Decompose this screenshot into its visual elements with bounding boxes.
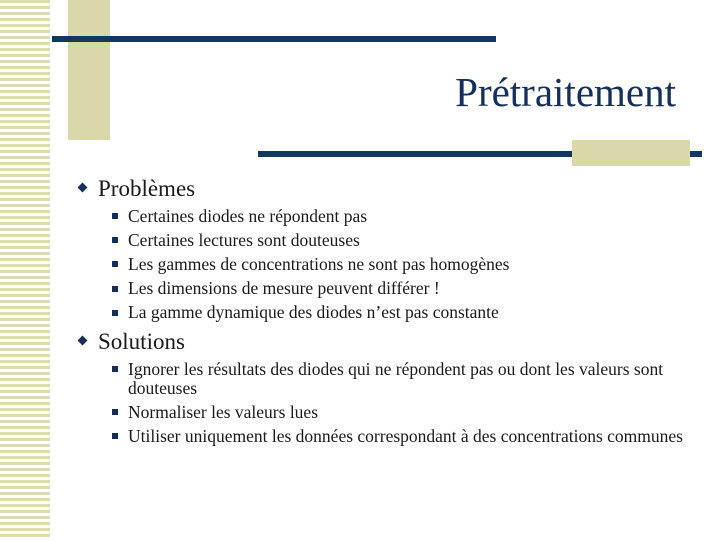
square-bullet-icon [112,366,118,372]
list-item-text: Certaines lectures sont douteuses [128,229,360,250]
square-bullet-icon [112,237,118,243]
list-item [128,357,696,400]
list-item [128,228,696,252]
section-list [76,174,696,449]
section-problemes [76,174,696,325]
square-bullet-icon [112,409,118,415]
top-decor-block [68,0,110,140]
bottom-decor-block [572,140,690,166]
slide-body [76,174,696,451]
square-bullet-icon [112,261,118,267]
list-item [128,424,696,448]
striped-margin-decoration [0,0,50,540]
section-heading: Solutions [98,328,185,354]
list-item-text: La gamme dynamique des diodes n’est pas constante [128,302,499,323]
square-bullet-icon [112,310,118,316]
margin-fade [50,0,64,540]
list-item [128,301,696,325]
list-item [128,400,696,424]
top-accent-bar [52,36,496,42]
list-item-text: Utiliser uniquement les données correspondant à des concentrations communes [128,425,683,446]
list-item [128,252,696,276]
solution-list [98,357,696,449]
list-item-text: Les dimensions de mesure peuvent différer ! [128,278,440,299]
square-bullet-icon [112,286,118,292]
list-item-text: Certaines diodes ne répondent pas [128,205,368,226]
section-solutions [76,327,696,449]
list-item [128,204,696,228]
square-bullet-icon [112,213,118,219]
list-item-text: Normaliser les valeurs lues [128,401,319,422]
list-item-text: Ignorer les résultats des diodes qui ne répondent pas ou dont les valeurs sont douteuses [128,358,664,398]
list-item [128,277,696,301]
section-heading: Problèmes [98,176,196,201]
list-item-text: Les gammes de concentrations ne sont pas homogènes [128,253,510,274]
slide-title: Prétraitement [455,69,676,115]
diamond-bullet-icon [78,335,88,345]
problem-list [98,204,696,325]
diamond-bullet-icon [78,183,88,193]
square-bullet-icon [112,433,118,439]
